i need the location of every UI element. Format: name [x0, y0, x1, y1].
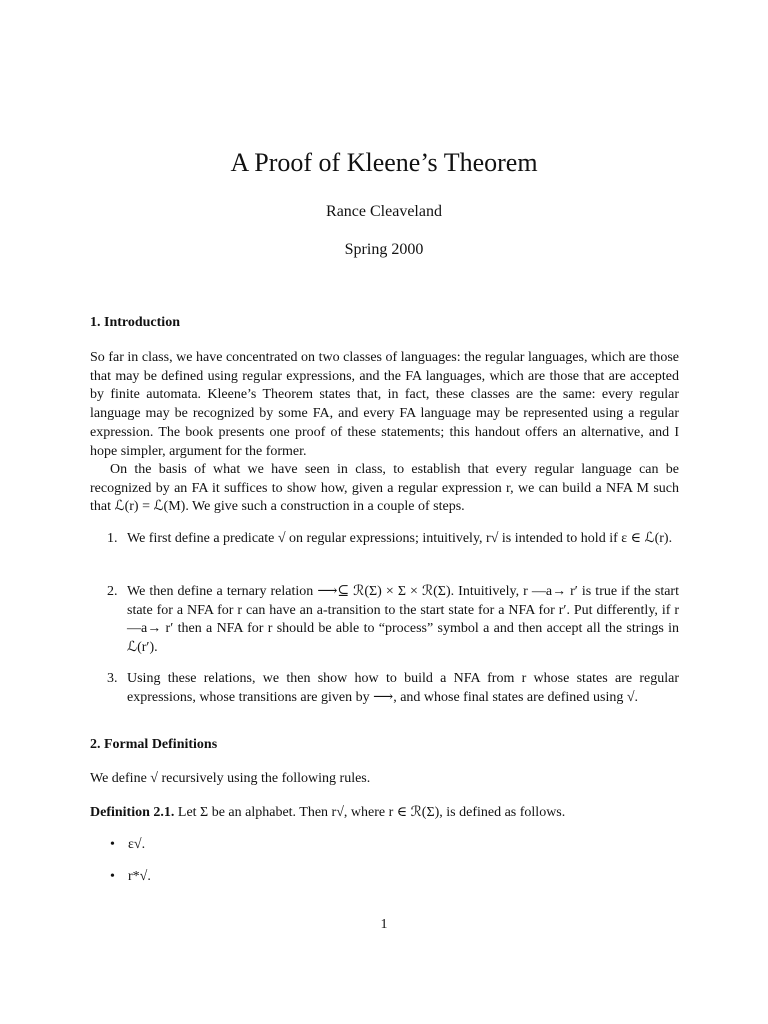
bullet-icon: • — [110, 869, 115, 884]
paper-author: Rance Cleaveland — [326, 203, 442, 220]
bullet-text: ε√. — [128, 837, 146, 852]
intro-paragraph-1: So far in class, we have concentrated on two classes of languages: the regular languages, which are those that may be defined using regular expressions, and the FA languages, which are those that are accepted by finite automata. Kleene’s Theorem states that, in fact, these classes are the same: every regular language may be recognized by some FA, and every FA language may be represented using a regular expression. The book presents one proof of these statements; this handout offers an alternative, and I hope simpler, argument for the former. — [90, 350, 679, 459]
bullet-item — [90, 836, 145, 855]
list-item-text: Using these relations, we then show how to build a NFA from r whose states are regular expressions, whose transitions are given by ⟶, and whose final states are defined using √. — [127, 671, 679, 705]
section-heading-introduction: 1. Introduction — [90, 315, 180, 330]
list-item-number: 3. — [107, 671, 118, 686]
list-item-text: We then define a ternary relation ⟶⊆ ℛ(Σ) × Σ × ℛ(Σ). Intuitively, r —a→ r′ is true if the start state for a NFA for r can have an a-transition to the start state for a NFA for r′. Put differently, if r —a→ r′ then a NFA for r should be able to “process” symbol a and then accept all the strings in ℒ(r′). — [127, 584, 679, 656]
bullet-icon: • — [110, 837, 115, 852]
intro-paragraph-2: On the basis of what we have seen in class, to establish that every regular language can be recognized by an FA it suffices to show how, given a regular expression r, we can build a NFA M such that ℒ(r) = ℒ(M). We give such a construction in a couple of steps. — [90, 462, 679, 515]
list-item — [90, 670, 679, 707]
list-item-number: 1. — [107, 531, 118, 546]
paper-date: Spring 2000 — [344, 241, 424, 258]
page-number: 1 — [380, 917, 388, 932]
bullet-item — [90, 868, 151, 887]
list-item-text: We first define a predicate √ on regular expressions; intuitively, r√ is intended to hold if ε ∈ ℒ(r). — [127, 531, 673, 546]
bullet-text: r*√. — [128, 869, 151, 884]
list-item — [90, 583, 679, 658]
section-heading-formal-definitions: 2. Formal Definitions — [90, 737, 218, 752]
list-item-number: 2. — [107, 584, 118, 599]
definition-label: Definition 2.1. — [90, 805, 175, 820]
paper-title: A Proof of Kleene’s Theorem — [230, 148, 538, 177]
definition-text: Let Σ be an alphabet. Then r√, where r ∈ ℛ(Σ), is defined as follows. — [177, 805, 566, 820]
list-item — [90, 530, 679, 549]
formal-paragraph-1: We define √ recursively using the following rules. — [90, 771, 371, 786]
definition-2-1 — [90, 804, 679, 823]
